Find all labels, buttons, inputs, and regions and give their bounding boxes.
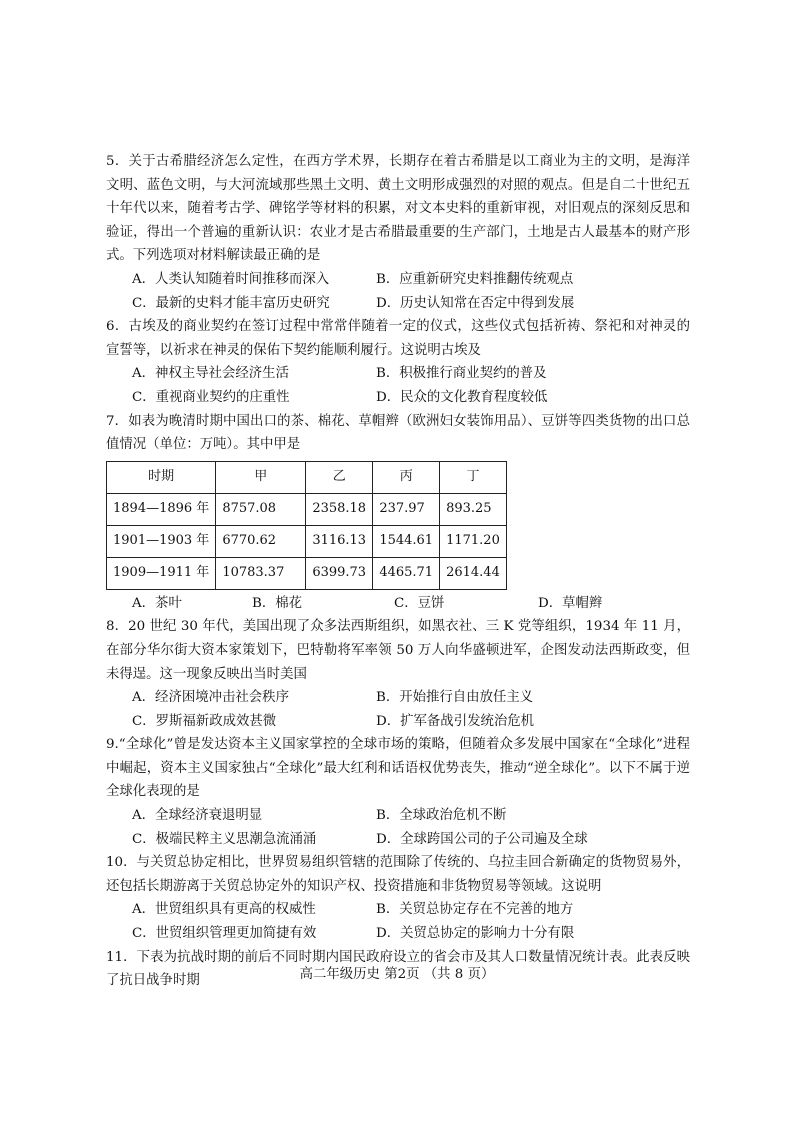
option-a: A．经济困境冲击社会秩序 xyxy=(132,690,289,706)
option-d: D．历史认知常在否定中得到发展 xyxy=(376,295,575,311)
option-list xyxy=(132,268,690,315)
question-list xyxy=(106,150,690,993)
table-header: 丁 xyxy=(440,461,507,493)
question-9 xyxy=(106,733,690,851)
table-header: 时期 xyxy=(107,461,216,493)
table-cell: 1901—1903 年 xyxy=(107,525,216,557)
table-cell: 4465.71 xyxy=(373,557,440,589)
option-d: D．扩军备战引发统治危机 xyxy=(376,713,535,729)
question-stem: 5．关于古希腊经济怎么定性，在西方学术界，长期存在着古希腊是以工商业为主的文明，是海洋文明、蓝色文明，与大河流域那些黑土文明、黄土文明形成强烈的对照的观点。但是自二十世纪五十年代以来，随着考古学、碑铭学等材料的积累，对文本史料的重新审视，对旧观点的深刻反思和验证，得出一个普遍的重新认识：农业才是古希腊最重要的生产部门，土地是古人最基本的财产形式。下列选项对材料解读最正确的是 xyxy=(106,154,690,264)
table-header-row xyxy=(107,461,507,493)
option-d: D．民众的文化教育程度较低 xyxy=(376,389,548,405)
question-stem: 8．20 世纪 30 年代，美国出现了众多法西斯组织，如黑衣社、三 K 党等组织，1934 年 11 月，在部分华尔街大资本家策划下，巴特勒将军率领 50 万人向华盛顿进军，企图发动法西斯政变，但未得逞。这一现象反映出当时美国 xyxy=(106,619,690,682)
table-cell: 6399.73 xyxy=(306,557,373,589)
export-value-table xyxy=(106,461,507,590)
table-row xyxy=(107,493,507,525)
option-d: D．全球跨国公司的子公司遍及全球 xyxy=(376,831,588,847)
table-row xyxy=(107,525,507,557)
table-cell: 8757.08 xyxy=(216,493,306,525)
option-a: A．全球经济衰退明显 xyxy=(132,808,263,824)
question-8 xyxy=(106,615,690,733)
question-6 xyxy=(106,315,690,409)
table-cell: 1544.61 xyxy=(373,525,440,557)
table-cell: 6770.62 xyxy=(216,525,306,557)
option-list xyxy=(132,686,690,733)
table-cell: 3116.13 xyxy=(306,525,373,557)
option-c: C．极端民粹主义思潮急流涌涌 xyxy=(132,831,317,847)
option-a: A．茶叶 xyxy=(132,595,182,611)
option-b: B．应重新研究史料推翻传统观点 xyxy=(376,271,574,287)
option-c: C．重视商业契约的庄重性 xyxy=(132,389,290,405)
option-c: C．世贸组织管理更加简捷有效 xyxy=(132,926,317,942)
option-list xyxy=(132,592,690,616)
question-stem: 6．古埃及的商业契约在签订过程中常常伴随着一定的仪式，这些仪式包括祈祷、祭祀和对神灵的宣誓等，以祈求在神灵的保佑下契约能顺利履行。这说明古埃及 xyxy=(106,319,690,358)
question-7 xyxy=(106,410,690,616)
table-cell: 1909—1911 年 xyxy=(107,557,216,589)
option-b: B．棉花 xyxy=(252,595,303,611)
option-b: B．全球政治危机不断 xyxy=(376,808,507,824)
table-header: 甲 xyxy=(216,461,306,493)
table-cell: 2358.18 xyxy=(306,493,373,525)
table-cell: 2614.44 xyxy=(440,557,507,589)
option-d: D．关贸总协定的影响力十分有限 xyxy=(376,926,575,942)
option-c: C．最新的史料才能丰富历史研究 xyxy=(132,295,330,311)
option-a: A．神权主导社会经济生活 xyxy=(132,366,289,382)
question-stem: 10．与关贸总协定相比，世界贸易组织管辖的范围除了传统的、乌拉圭回合新确定的货物贸易外，还包括长期游离于关贸总协定外的知识产权、投资措施和非货物贸易等领域。这说明 xyxy=(106,855,690,894)
option-a: A．世贸组织具有更高的权威性 xyxy=(132,902,316,918)
option-b: B．积极推行商业契约的普及 xyxy=(376,366,547,382)
option-b: B．关贸总协定存在不完善的地方 xyxy=(376,902,574,918)
question-10 xyxy=(106,851,690,945)
page-footer: 高二年级历史 第2页 （共 8 页） xyxy=(299,967,495,982)
option-list xyxy=(132,804,690,851)
table-cell: 10783.37 xyxy=(216,557,306,589)
option-c: C．豆饼 xyxy=(394,595,445,611)
option-c: C．罗斯福新政成效甚微 xyxy=(132,713,277,729)
option-list xyxy=(132,898,690,945)
table-row xyxy=(107,557,507,589)
option-b: B．开始推行自由放任主义 xyxy=(376,690,534,706)
table-cell: 1171.20 xyxy=(440,525,507,557)
table-header: 丙 xyxy=(373,461,440,493)
option-a: A．人类认知随着时间推移而深入 xyxy=(132,271,330,287)
question-stem: 11．下表为抗战时期的前后不同时期内国民政府设立的省会市及其人口数量情况统计表。此表反映了抗日战争时期 xyxy=(106,949,690,989)
option-list xyxy=(132,362,690,409)
question-stem: 7．如表为晚清时期中国出口的茶、棉花、草帽辫（欧洲妇女装饰用品）、豆饼等四类货物的出口总值情况（单位：万吨）。其中甲是 xyxy=(106,413,690,453)
table-cell: 237.97 xyxy=(373,493,440,525)
table-cell: 1894—1896 年 xyxy=(107,493,216,525)
question-5 xyxy=(106,150,690,315)
option-d: D．草帽辫 xyxy=(538,595,603,611)
table-cell: 893.25 xyxy=(440,493,507,525)
table-header: 乙 xyxy=(306,461,373,493)
question-stem: 9.“全球化”曾是发达资本主义国家掌控的全球市场的策略，但随着众多发展中国家在“全球化”进程中崛起，资本主义国家独占“全球化”最大红利和话语权优势丧失，推动“逆全球化”。以下不属于逆全球化表现的是 xyxy=(106,737,690,800)
